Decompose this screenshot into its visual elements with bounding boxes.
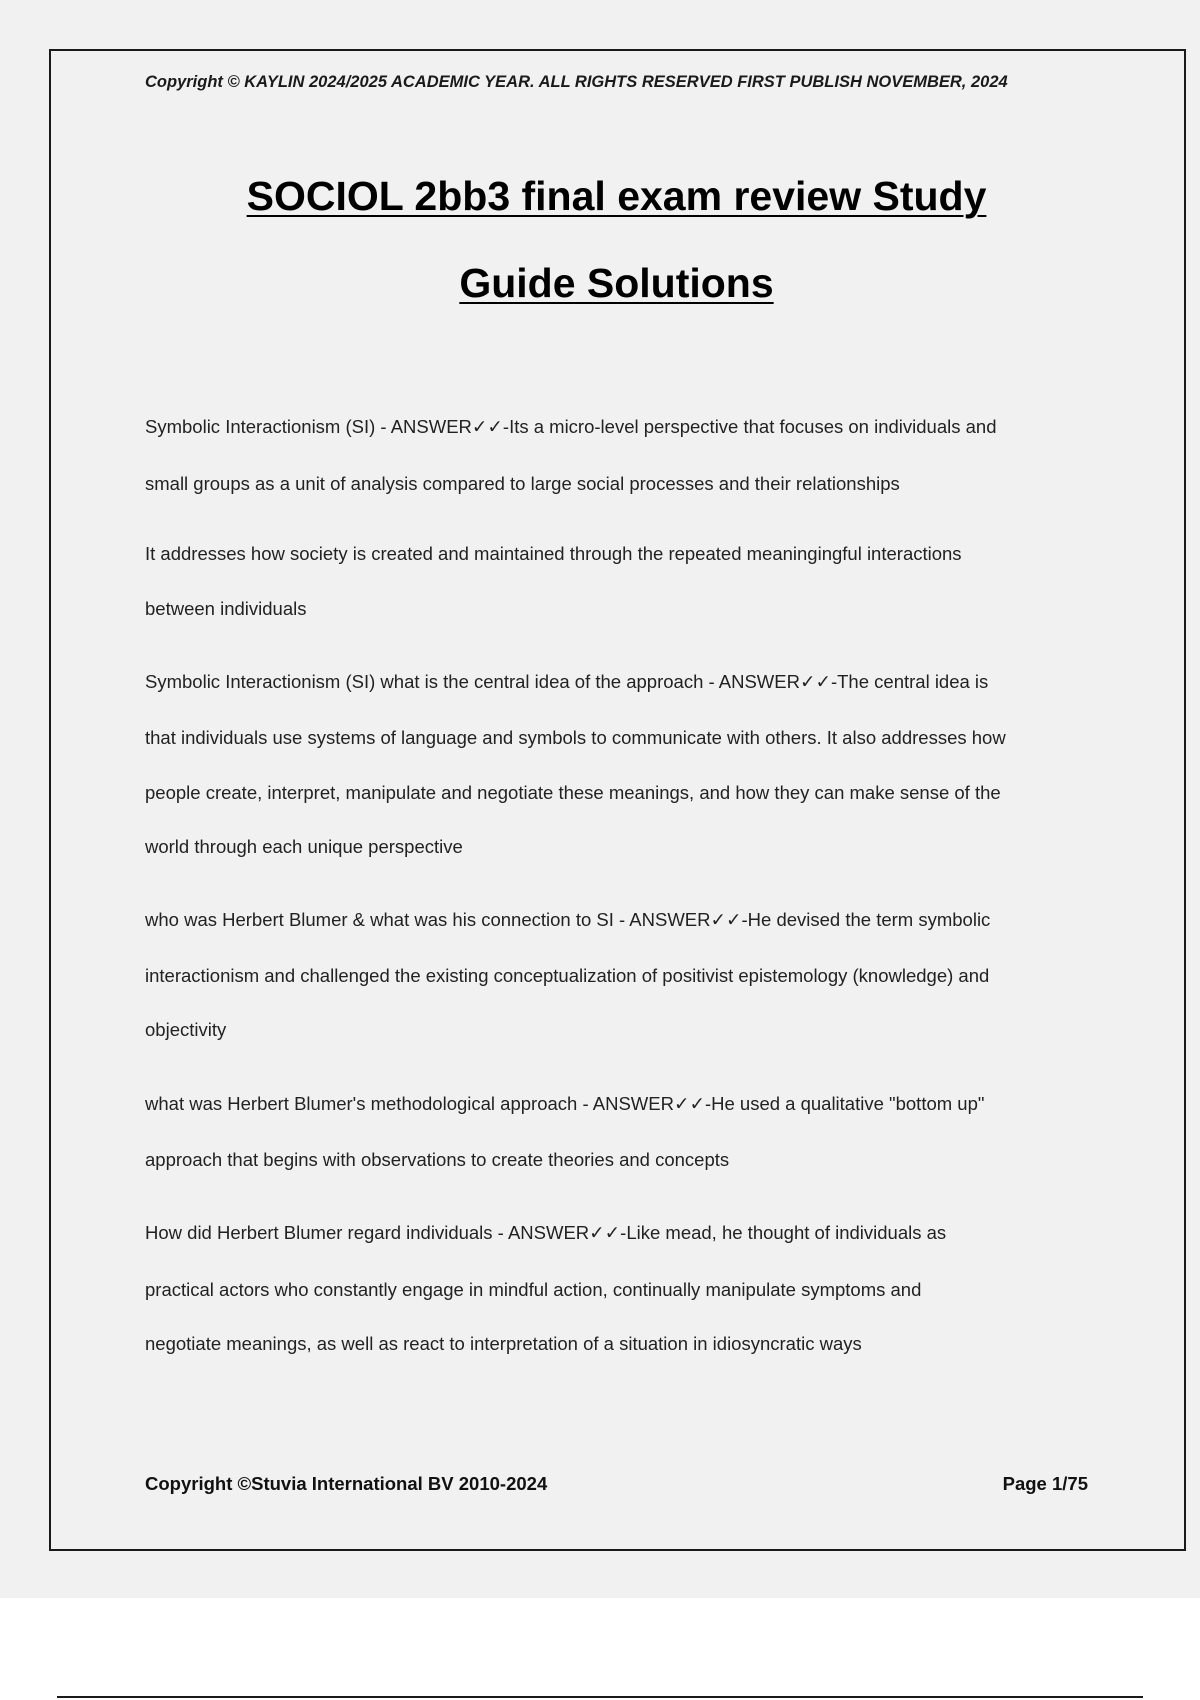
body-text-line: practical actors who constantly engage in mindful action, continually manipulate symptoms and [145, 1279, 922, 1300]
next-page-divider [57, 1696, 1143, 1698]
body-text-line: It addresses how society is created and maintained through the repeated meaningingful interactions [145, 543, 962, 564]
document-title-line-2: Guide Solutions [459, 260, 774, 306]
body-text-line: that individuals use systems of language and symbols to communicate with others. It also addresses how [145, 727, 1006, 748]
body-text-line: negotiate meanings, as well as react to interpretation of a situation in idiosyncratic ways [145, 1333, 862, 1354]
body-text-line: How did Herbert Blumer regard individuals - ANSWER✓✓-Like mead, he thought of individuals as [145, 1222, 947, 1243]
body-text-line: interactionism and challenged the existing conceptualization of positivist epistemology (knowledge) and [145, 965, 990, 986]
document-title-line-1: SOCIOL 2bb3 final exam review Study [246, 173, 987, 219]
footer-copyright: Copyright ©Stuvia International BV 2010-2024 [145, 1473, 548, 1494]
header-copyright: Copyright © KAYLIN 2024/2025 ACADEMIC YEAR. ALL RIGHTS RESERVED FIRST PUBLISH NOVEMBER, 2024 [145, 73, 1008, 91]
body-text-line: world through each unique perspective [145, 836, 463, 857]
body-text-line: what was Herbert Blumer's methodological approach - ANSWER✓✓-He used a qualitative "bottom up" [145, 1093, 985, 1114]
body-text-line: between individuals [145, 598, 307, 619]
body-text-line: Symbolic Interactionism (SI) - ANSWER✓✓-Its a micro-level perspective that focuses on individuals and [145, 416, 997, 437]
body-text-line: people create, interpret, manipulate and negotiate these meanings, and how they can make sense of the [145, 782, 1001, 803]
body-text-line: Symbolic Interactionism (SI) what is the central idea of the approach - ANSWER✓✓-The central idea is [145, 671, 989, 692]
page-number: Page 1/75 [1002, 1473, 1088, 1494]
body-text-line: who was Herbert Blumer & what was his connection to SI - ANSWER✓✓-He devised the term symbolic [145, 909, 991, 930]
body-text-line: small groups as a unit of analysis compared to large social processes and their relationships [145, 473, 900, 494]
body-text-line: objectivity [145, 1019, 227, 1040]
body-text-line: approach that begins with observations to create theories and concepts [145, 1149, 730, 1170]
